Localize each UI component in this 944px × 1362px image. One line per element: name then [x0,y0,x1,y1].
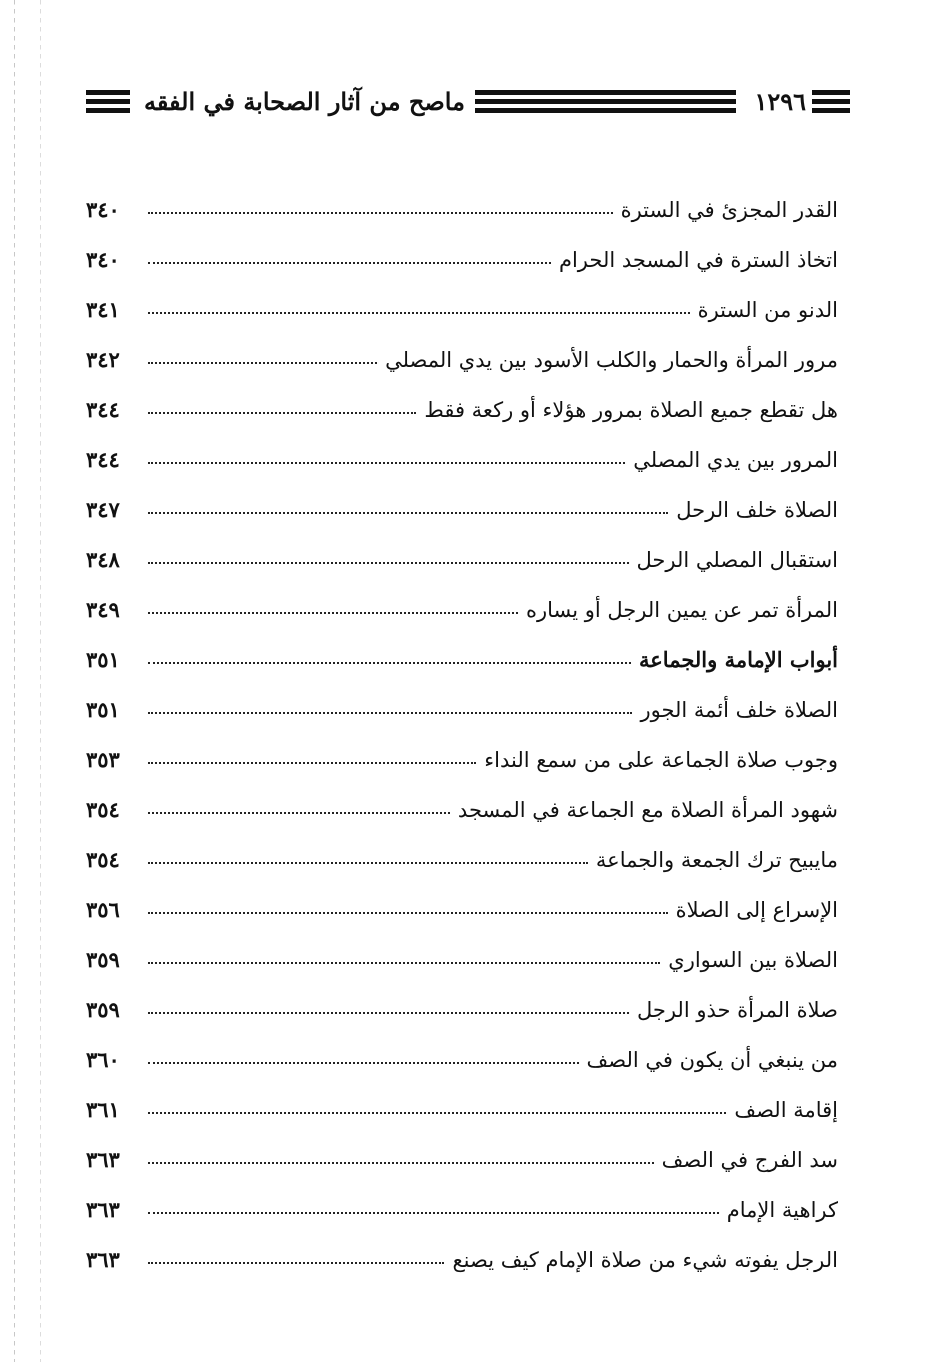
toc-entry-page: ٣٥١ [86,697,120,722]
toc-entry-page: ٣٦٣ [86,1197,120,1222]
header-rule-middle [475,90,736,113]
header-rule-left [86,90,130,113]
toc-entry-title: استقبال المصلي الرحل [636,548,838,572]
toc-entry [86,422,838,472]
dot-leader [148,1012,629,1014]
dot-leader [148,812,450,814]
toc-entry-title: سد الفرج في الصف [661,1148,838,1172]
dot-leader [148,1162,654,1164]
toc-entry-page: ٣٥٣ [86,747,120,772]
toc-entry-page: ٣٤٧ [86,497,120,522]
toc-entry [86,522,838,572]
toc-entry-title: مرور المرأة والحمار والكلب الأسود بين يدي المصلي [385,348,838,372]
toc-entry [86,1122,838,1172]
dot-leader [148,662,631,664]
dot-leader [148,1212,719,1214]
toc-entry [86,872,838,922]
toc-entry-title: المرور بين يدي المصلي [633,448,838,472]
toc-entry-page: ٣٤٢ [86,347,120,372]
toc-entry-title: شهود المرأة الصلاة مع الجماعة في المسجد [457,798,838,822]
toc-entry-page: ٣٥٩ [86,997,120,1022]
toc-entry-page: ٣٤٠ [86,197,120,222]
dot-leader [148,562,629,564]
header-rule-right [812,90,850,113]
toc-entry-title: الرجل يفوته شيء من صلاة الإمام كيف يصنع [452,1248,838,1272]
toc-entry [86,322,838,372]
toc-entry-page: ٣٦٣ [86,1147,120,1172]
toc-entry [86,722,838,772]
toc-entry-page: ٣٤٠ [86,247,120,272]
toc-entry-page: ٣٤٤ [86,447,120,472]
toc-entry-title: مايبيح ترك الجمعة والجماعة [595,848,838,872]
toc-entry [86,222,838,272]
toc-entry-page: ٣٤٩ [86,597,120,622]
toc-entry-title: وجوب صلاة الجماعة على من سمع النداء [484,748,838,772]
toc-entry-page: ٣٤٨ [86,547,120,572]
scan-dots-decoration [14,0,18,1362]
toc-entry-page: ٣٤٤ [86,397,120,422]
table-of-contents [86,172,838,1272]
toc-entry-title: الدنو من السترة [697,298,838,322]
dot-leader [148,1112,726,1114]
page-number: ١٢٩٦ [754,86,806,116]
toc-section-heading: أبواب الإمامة والجماعة [639,647,838,672]
dot-leader [148,962,660,964]
toc-entry-title: صلاة المرأة حذو الرجل [636,998,838,1022]
toc-entry-page: ٣٥٤ [86,797,120,822]
toc-entry-title: إقامة الصف [734,1098,838,1122]
dot-leader [148,612,518,614]
toc-entry-page: ٣٥١ [86,647,120,672]
dot-leader [148,262,551,264]
dot-leader [148,762,476,764]
toc-entry-page: ٣٦٠ [86,1047,120,1072]
toc-entry [86,572,838,622]
dot-leader [148,212,613,214]
toc-entry [86,822,838,872]
toc-entry [86,672,838,722]
toc-entry [86,372,838,422]
toc-entry [86,272,838,322]
dot-leader [148,462,625,464]
toc-entry-title: الصلاة خلف الرحل [676,498,838,522]
dot-leader [148,312,690,314]
toc-entry-page: ٣٤١ [86,297,120,322]
dot-leader [148,1262,444,1264]
running-header [86,78,850,124]
toc-entry [86,172,838,222]
dot-leader [148,912,668,914]
toc-entry-page: ٣٦٣ [86,1247,120,1272]
toc-entry [86,1172,838,1222]
toc-entry [86,972,838,1022]
scan-dots-decoration [40,0,44,1362]
toc-entry-title: الصلاة بين السواري [668,948,838,972]
toc-entry [86,922,838,972]
toc-entry-page: ٣٥٤ [86,847,120,872]
dot-leader [148,512,668,514]
toc-entry [86,772,838,822]
toc-entry [86,1222,838,1272]
dot-leader [148,362,377,364]
toc-entry-title: هل تقطع جميع الصلاة بمرور هؤلاء أو ركعة فقط [424,398,838,422]
toc-entry-title: من ينبغي أن يكون في الصف [586,1048,838,1072]
toc-entry [86,1072,838,1122]
toc-entry-title: اتخاذ السترة في المسجد الحرام [558,248,838,272]
toc-entry-page: ٣٥٦ [86,897,120,922]
dot-leader [148,1062,579,1064]
toc-entry-title: الإسراع إلى الصلاة [675,898,838,922]
book-title: ماصح من آثار الصحابة في الفقه [144,86,465,116]
dot-leader [148,712,632,714]
toc-entry-title: كراهية الإمام [726,1198,838,1222]
dot-leader [148,412,416,414]
toc-entry-page: ٣٥٩ [86,947,120,972]
toc-entry-title: القدر المجزئ في السترة [620,198,838,222]
toc-entry-page: ٣٦١ [86,1097,120,1122]
toc-entry [86,622,838,672]
toc-entry-title: الصلاة خلف أئمة الجور [640,698,838,722]
dot-leader [148,862,588,864]
toc-entry [86,1022,838,1072]
toc-entry [86,472,838,522]
toc-entry-title: المرأة تمر عن يمين الرجل أو يساره [525,598,838,622]
